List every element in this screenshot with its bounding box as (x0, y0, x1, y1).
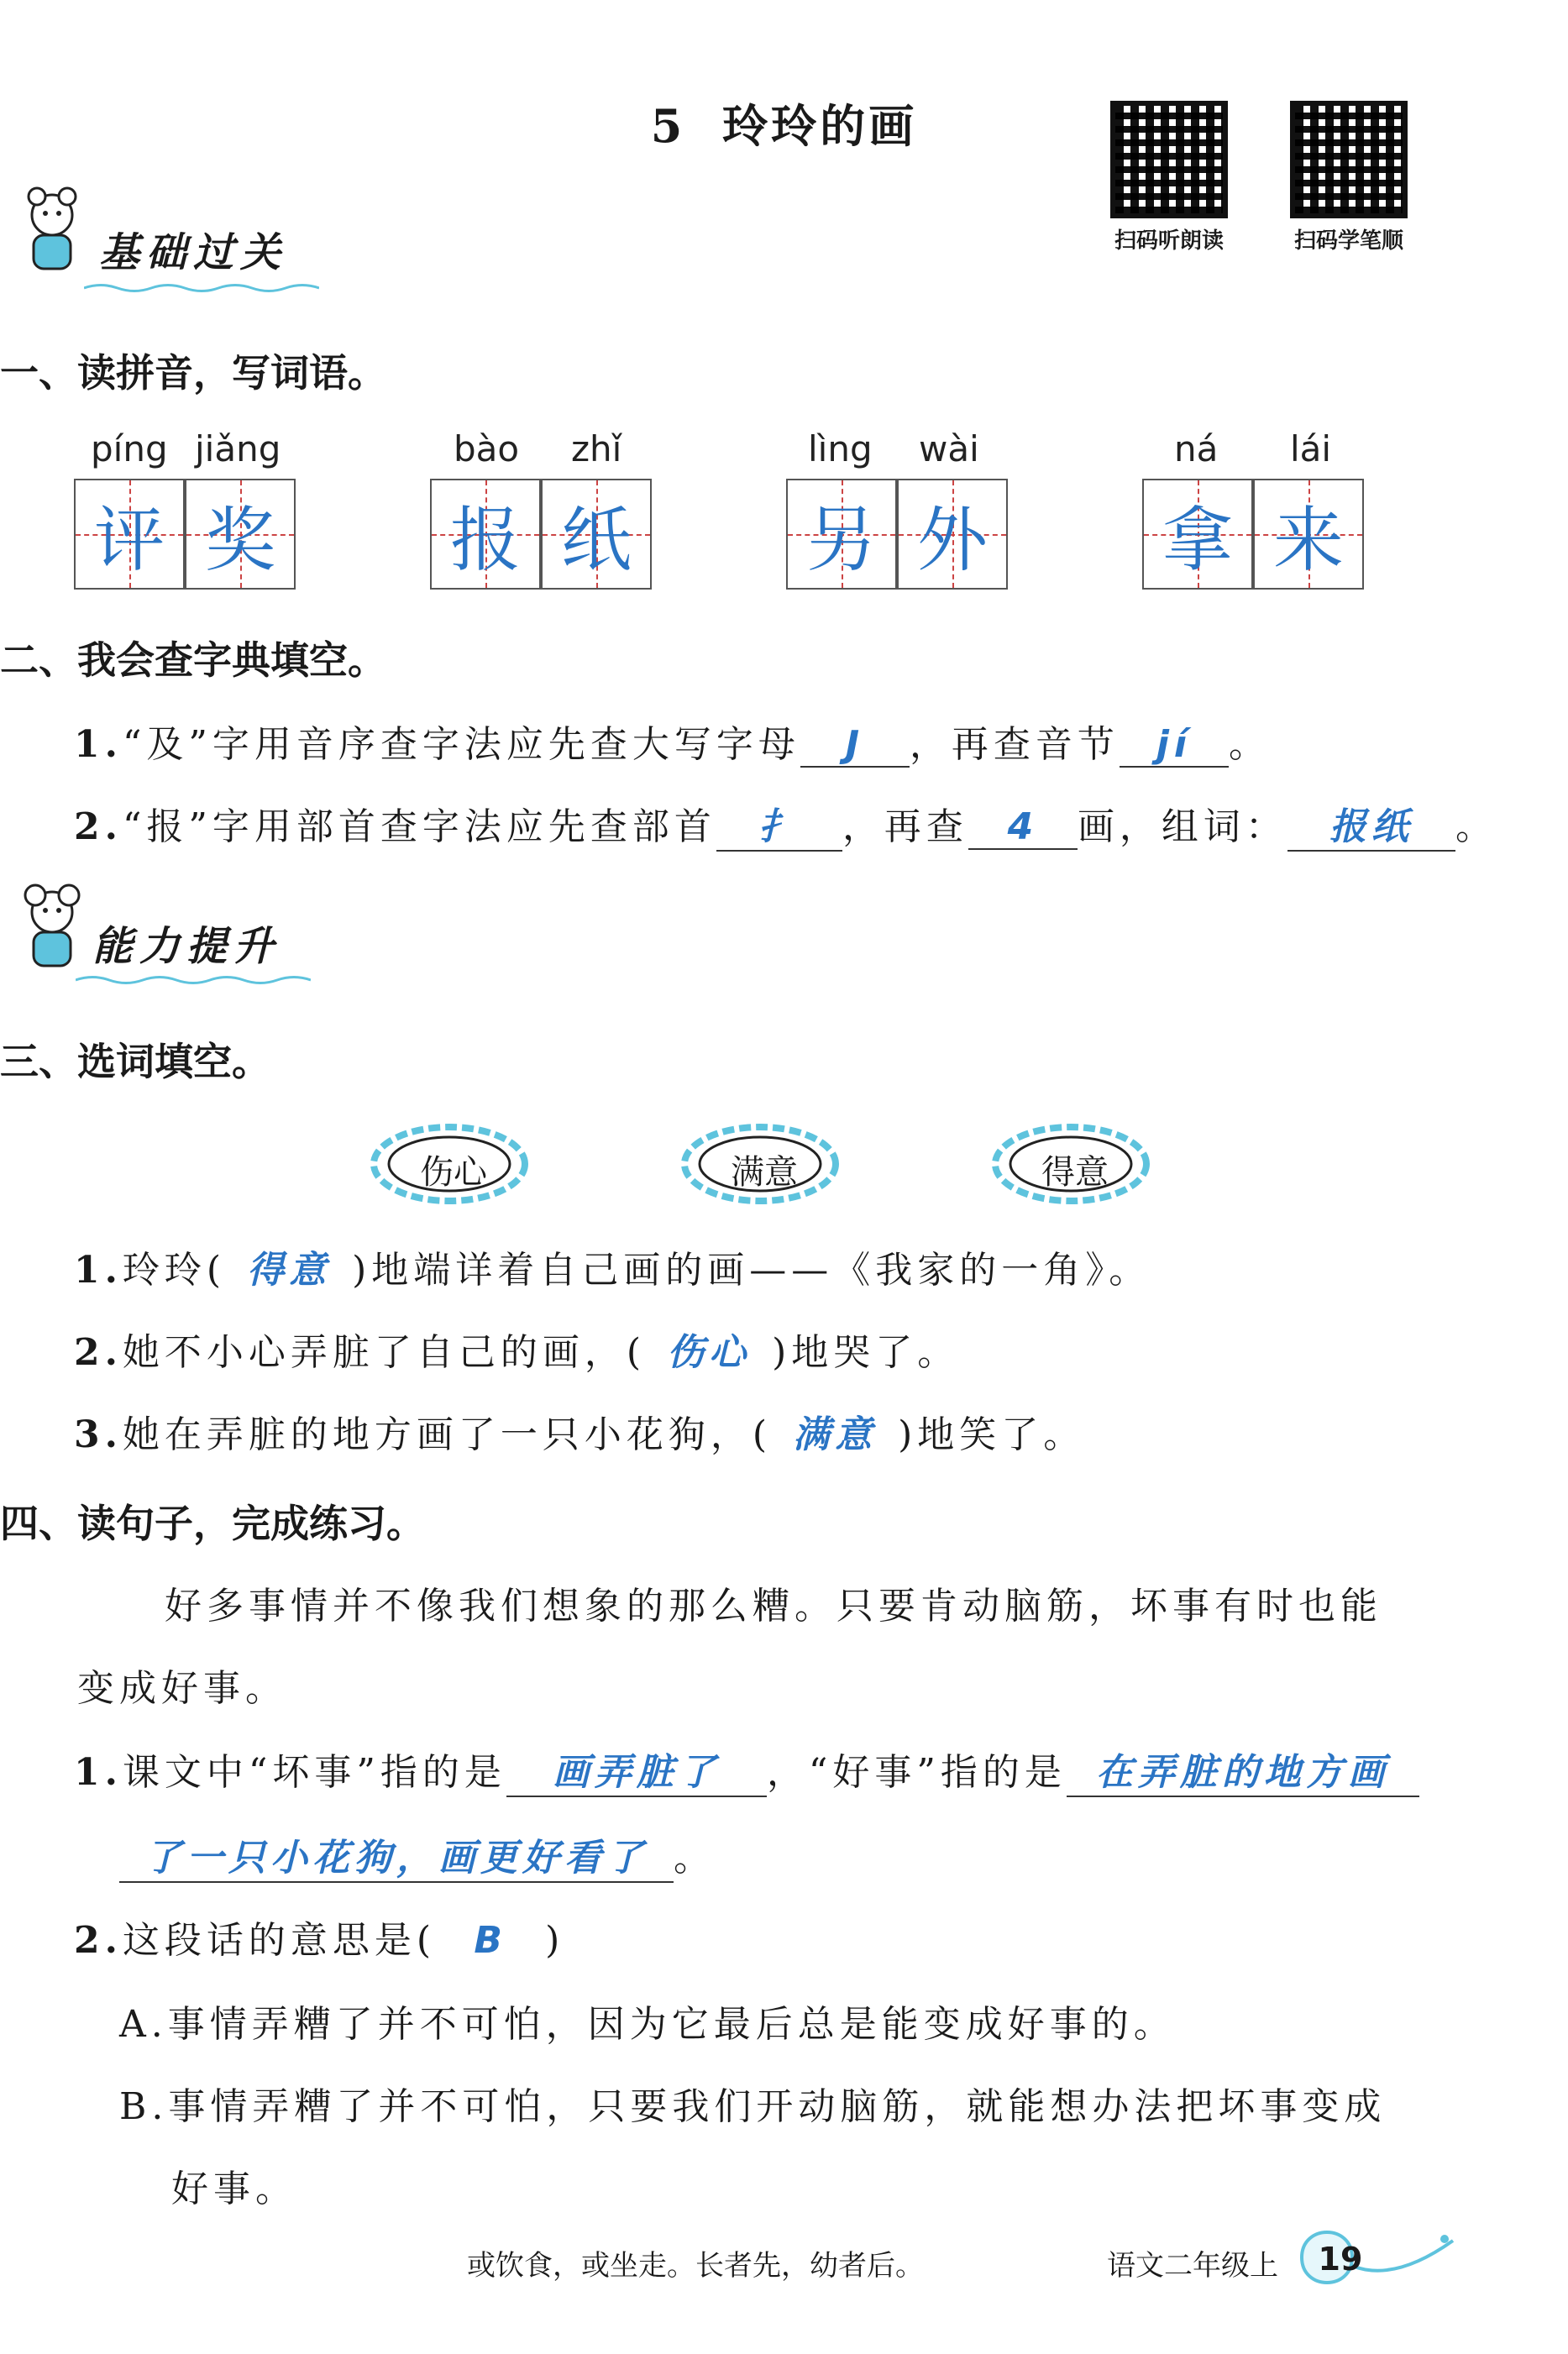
lesson-number: 5 (650, 99, 686, 153)
q3-item-1 (74, 1240, 1151, 1293)
answer-fill[interactable]: 伤心 (667, 1331, 752, 1374)
q3-item-2 (74, 1322, 959, 1376)
question-text: ) (545, 1919, 565, 1962)
section-banner-basic: 基础过关 (99, 229, 288, 276)
pinyin: ná (1174, 428, 1219, 469)
mouse-mascot-icon (18, 882, 86, 974)
section-banner-ability: 能力提升 (92, 923, 281, 970)
question-text: “及”字用音序查字法应先查大写字母 (122, 723, 800, 766)
lesson-name: 玲玲的画 (722, 99, 918, 153)
q4-item-1 (74, 1742, 1419, 1797)
footer-motto: 或饮食，或坐走。长者先，幼者后。 (467, 2249, 924, 2283)
char-box[interactable] (430, 479, 541, 590)
pinyin: zhǐ (571, 428, 622, 469)
choice-word: 满意 (731, 1153, 798, 1192)
item-number: 2. (74, 1331, 123, 1374)
item-number: 1. (74, 1751, 123, 1794)
q2-heading: 二、我会查字典填空。 (0, 637, 386, 683)
footer-book: 语文二年级上 (1107, 2249, 1278, 2283)
qr-code-listen[interactable] (1110, 101, 1228, 218)
char-box[interactable] (1142, 479, 1253, 590)
question-text: 画，组词： (1077, 805, 1287, 848)
answer-fill[interactable]: 满意 (793, 1413, 878, 1456)
banner-wave-decoration (84, 282, 319, 294)
option-text: 事情弄糟了并不可怕，只要我们开动脑筋，就能想办法把坏事变成 (168, 2085, 1387, 2128)
pinyin: lìng (808, 428, 873, 469)
answer-char: 来 (1272, 498, 1344, 581)
word-cloud-2[interactable] (680, 1122, 848, 1214)
answer-blank[interactable]: jí (1120, 723, 1229, 768)
char-box[interactable] (1253, 479, 1364, 590)
word-cloud-3[interactable] (991, 1122, 1159, 1214)
item-number: 1. (74, 1249, 123, 1292)
option-text: 事情弄糟了并不可怕，因为它最后总是能变成好事的。 (167, 2003, 1176, 2046)
qr-label-strokes: 扫码学笔顺 (1293, 228, 1403, 254)
qr-label-listen: 扫码听朗读 (1114, 228, 1224, 254)
mouse-mascot-icon (18, 185, 86, 277)
answer-blank[interactable]: 4 (968, 805, 1078, 850)
answer-char: 拿 (1162, 498, 1233, 581)
answer-blank[interactable]: 报纸 (1287, 796, 1455, 852)
item-number: 2. (74, 805, 123, 848)
question-text: ，“好事”指的是 (766, 1751, 1067, 1794)
question-text: 。 (1455, 805, 1497, 848)
answer-fill[interactable]: B (474, 1919, 507, 1962)
question-text: ，再查 (842, 805, 968, 848)
question-text: 课文中“坏事”指的是 (122, 1751, 506, 1794)
char-box[interactable] (541, 479, 652, 590)
answer-blank[interactable]: 了一只小花狗，画更好看了 (119, 1827, 674, 1883)
question-text: )地笑了。 (898, 1413, 1086, 1456)
answer-blank[interactable]: 画弄脏了 (506, 1742, 767, 1797)
answer-fill[interactable]: 得意 (247, 1249, 332, 1292)
question-text: ，再查音节 (909, 723, 1120, 766)
answer-blank[interactable]: 扌 (716, 796, 842, 852)
option-label: B. (119, 2085, 169, 2128)
option-b[interactable] (119, 2076, 1386, 2130)
banner-wave-decoration (76, 974, 311, 986)
passage-line: 变成好事。 (77, 1667, 287, 1710)
char-box[interactable] (74, 479, 185, 590)
answer-char: 报 (449, 498, 521, 581)
answer-char: 纸 (560, 498, 632, 581)
item-number: 3. (74, 1413, 123, 1456)
question-text: 。 (674, 1837, 716, 1880)
pinyin: lái (1290, 428, 1332, 469)
question-text: 她不小心弄脏了自己的画，( (122, 1331, 647, 1374)
q1-heading: 一、读拼音，写词语。 (0, 350, 386, 396)
pinyin: wài (919, 428, 979, 469)
q2-item-2 (74, 796, 1497, 852)
answer-blank[interactable]: 在弄脏的地方画 (1067, 1742, 1419, 1797)
question-text: )地端详着自己画的画——《我家的一角》。 (352, 1249, 1151, 1292)
char-box[interactable] (897, 479, 1008, 590)
option-label: A. (119, 2003, 168, 2046)
option-a[interactable] (119, 1994, 1176, 2047)
option-b-cont: 好事。 (171, 2168, 297, 2210)
q4-heading: 四、读句子，完成练习。 (0, 1501, 425, 1546)
answer-char: 评 (93, 498, 165, 581)
answer-blank[interactable]: J (800, 723, 910, 768)
pinyin: jiǎng (195, 428, 281, 469)
answer-char: 奖 (204, 498, 275, 581)
q2-item-1 (74, 714, 1271, 768)
question-text: )地哭了。 (772, 1331, 960, 1374)
choice-word: 得意 (1041, 1153, 1109, 1192)
char-box[interactable] (185, 479, 296, 590)
q4-item-1-cont (119, 1827, 716, 1883)
question-text: 玲玲( (122, 1249, 227, 1292)
page-number: 19 (1318, 2241, 1363, 2278)
answer-char: 另 (805, 498, 877, 581)
item-number: 2. (74, 1919, 123, 1962)
passage-line: 好多事情并不像我们想象的那么糟。只要肯动脑筋，坏事有时也能 (165, 1585, 1382, 1628)
question-text: 。 (1228, 723, 1271, 766)
word-cloud-1[interactable] (370, 1122, 538, 1214)
pinyin: bào (454, 428, 520, 469)
choice-word: 伤心 (420, 1153, 487, 1192)
q4-item-2 (74, 1910, 564, 1963)
question-text: 这段话的意思是( (122, 1919, 437, 1962)
pinyin: píng (91, 428, 168, 469)
answer-char: 外 (916, 498, 988, 581)
q3-item-3 (74, 1404, 1085, 1458)
char-box[interactable] (786, 479, 897, 590)
question-text: 她在弄脏的地方画了一只小花狗，( (122, 1413, 773, 1456)
item-number: 1. (74, 723, 123, 766)
q3-heading: 三、选词填空。 (0, 1039, 270, 1084)
qr-code-strokes[interactable] (1290, 101, 1408, 218)
question-text: “报”字用部首查字法应先查部首 (122, 805, 716, 848)
